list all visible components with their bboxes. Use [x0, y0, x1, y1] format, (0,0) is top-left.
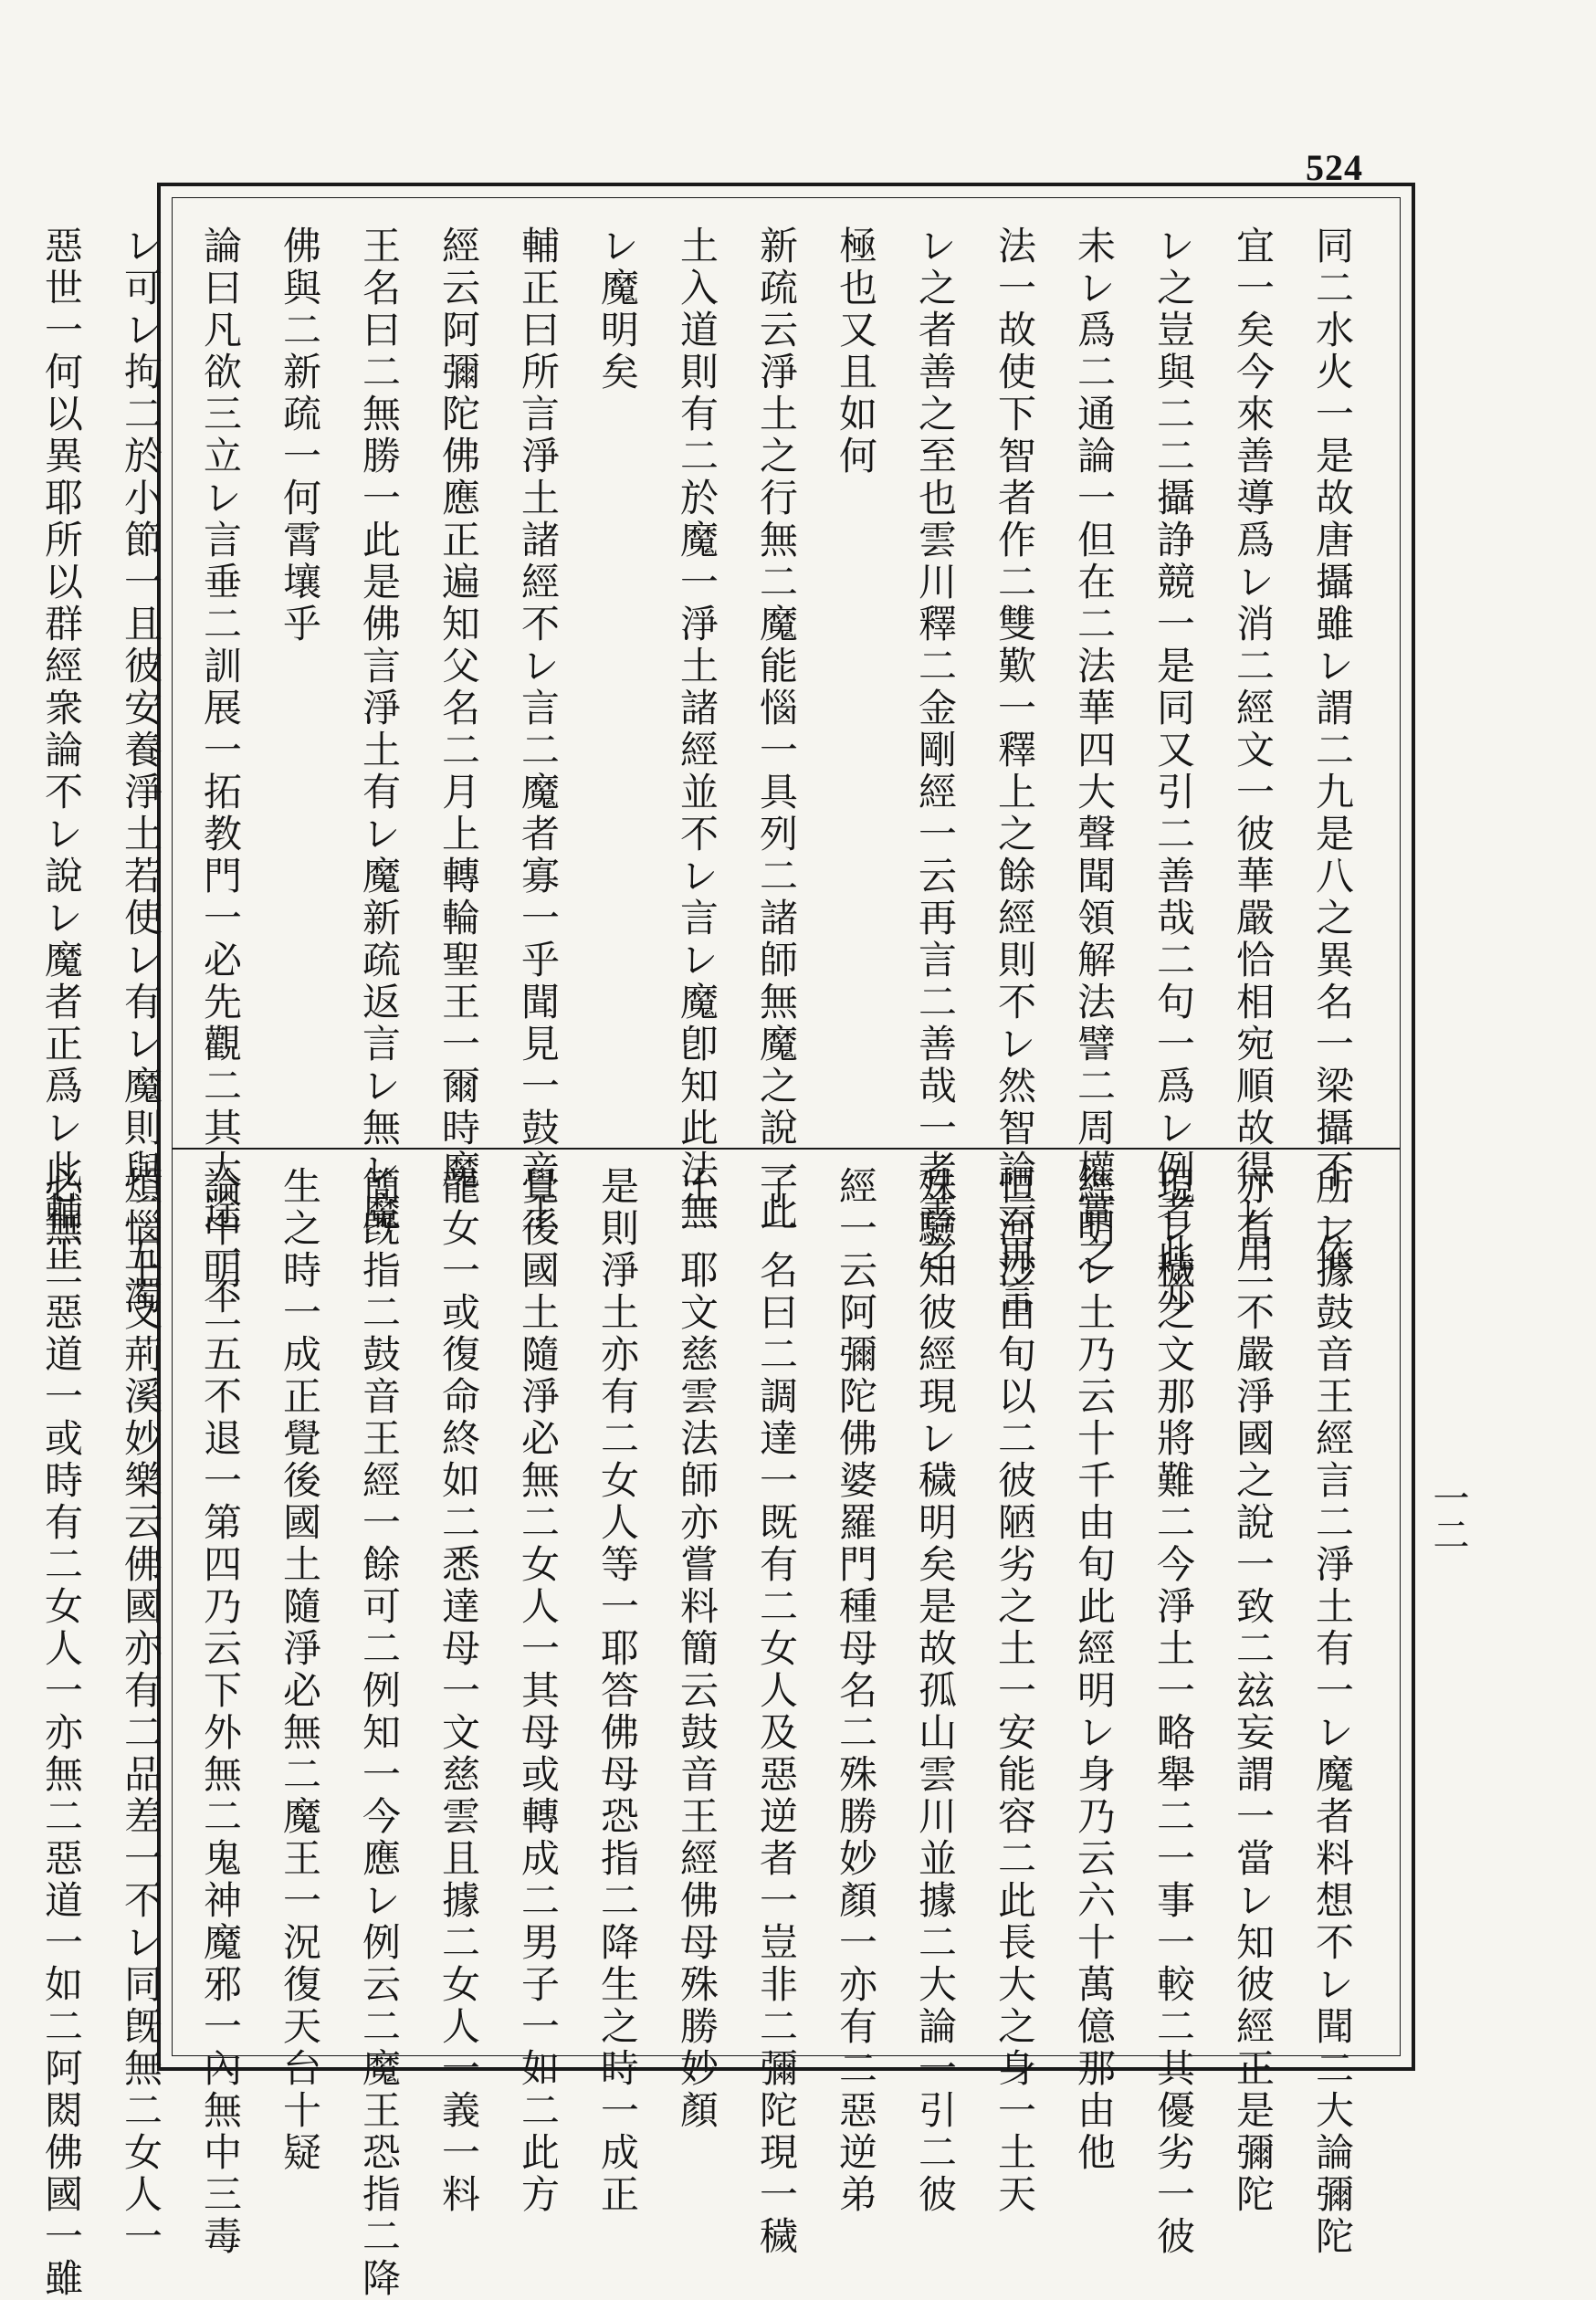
text-column: 王名曰二無勝一此是佛言淨土有レ魔新疏返言レ無レ魔: [357, 226, 402, 1234]
text-column: 煩惱上文荊溪妙樂云佛國亦有二品差一不レ同旣無二女人一: [119, 1166, 163, 2258]
text-column: レ之者善之至也雲川釋二金剛經一云再言二善哉一者善之: [913, 226, 958, 1276]
text-column: 經云阿彌陀佛應正遍知父名二月上轉輪聖王一爾時魔: [436, 226, 481, 1192]
text-column: 惡世一何以異耶所以群經衆論不レ說レ魔者正爲レ此輔正: [39, 226, 84, 1276]
text-column: 龍女一或復命終如二悉達母一文慈雲且據二女人一義一料: [436, 1166, 481, 2216]
text-column: 是則淨土亦有二女人等一耶答佛母恐指二降生之時一成正: [595, 1166, 640, 2216]
text-column: レ之豈與二二攝諍競一是同又引二善哉二句一爲レ例者此亦: [1151, 226, 1196, 1318]
text-column: レ魔明矣: [595, 226, 640, 394]
text-column: 亦有二不嚴淨國之說一致二玆妄謂一當レ知彼經正是彌陀: [1231, 1166, 1276, 2216]
text-column: レ可レ拘二於小節一且彼安養淨土若使レ有レ魔則與二五濁: [119, 226, 163, 1318]
text-column: 論曰凡欲三立レ言垂二訓展一拓教門一必先觀二其大途一不: [198, 226, 243, 1318]
text-column: 簡旣指二鼓音王經一餘可二例知一今應レ例云二魔王恐指二降: [357, 1166, 402, 2300]
text-column: 子一名曰二調達一既有二女人及惡逆者一豈非二彌陀現一穢: [754, 1166, 799, 2258]
text-column: 宜一矣今來善導爲レ消二經文一彼華嚴恰相宛順故得レ用: [1231, 226, 1276, 1276]
text-column: 經一云阿彌陀佛婆羅門種母名二殊勝妙顏一亦有二惡逆弟: [834, 1166, 878, 2216]
text-column: 極也又且如何: [834, 226, 878, 478]
text-column: 恒河沙由旬以二彼陋劣之土一安能容二此長大之身一土天: [992, 1166, 1037, 2216]
text-column: 生之時一成正覺後國土隨淨必無二魔王一況復天台十疑: [278, 1166, 322, 2174]
text-column: 未レ爲二通論一但在二法華四大聲聞領解法譬二周權實之: [1072, 226, 1117, 1276]
text-column: 輔正曰所言淨土諸經不レ言二魔者寡一乎聞見一鼓音王: [516, 226, 561, 1234]
text-column: 同二水火一是故唐攝雖レ謂二九是八之異名一梁攝不二依: [1310, 226, 1355, 1276]
page-number: 524: [1306, 147, 1363, 188]
section-divider: [173, 1148, 1400, 1150]
margin-folio-mark: 一二: [1427, 1479, 1469, 1552]
text-column: 所レ據鼓音王經言二淨土有一レ魔者料想不レ聞二大論彌陀: [1310, 1166, 1355, 2258]
text-column: 土入道則有二於魔一淨土諸經並不レ言レ魔卽知此法無: [675, 226, 719, 1234]
text-column: 必無二惡道一或時有二女人一亦無二惡道一如二阿閦佛國一雖: [39, 1166, 84, 2300]
text-column: 經明レ土乃云十千由旬此經明レ身乃云六十萬億那由他: [1072, 1166, 1117, 2174]
lower-text-block: [39, 1166, 1372, 2300]
text-column: 覺後國土隨淨必無二女人一其母或轉成二男子一如二此方: [516, 1166, 561, 2216]
text-frame-inner: [39, 197, 1401, 2300]
text-column: 法一故使下智者作二雙歎一釋上之餘經則不レ然智論云再言: [992, 226, 1037, 1318]
text-column: 論中明二五不退一第四乃云下外無二鬼神魔邪一內無中三毒: [198, 1166, 243, 2258]
text-column: 土一耶文慈雲法師亦嘗料簡云鼓音王經佛母殊勝妙顏: [675, 1166, 719, 2132]
upper-text-block: [39, 226, 1372, 1318]
text-column: 佛與二新疏一何霄壤乎: [278, 226, 322, 646]
text-frame: [39, 183, 1415, 2300]
text-column: 現レ穢之文那將難二今淨土一略舉二一事一較二其優劣一彼: [1151, 1166, 1196, 2258]
text-column: 新疏云淨土之行無二魔能惱一具列二諸師無魔之說一此: [754, 226, 799, 1234]
text-column: 殊驗知彼經現レ穢明矣是故孤山雲川並據二大論一引二彼: [913, 1166, 958, 2216]
